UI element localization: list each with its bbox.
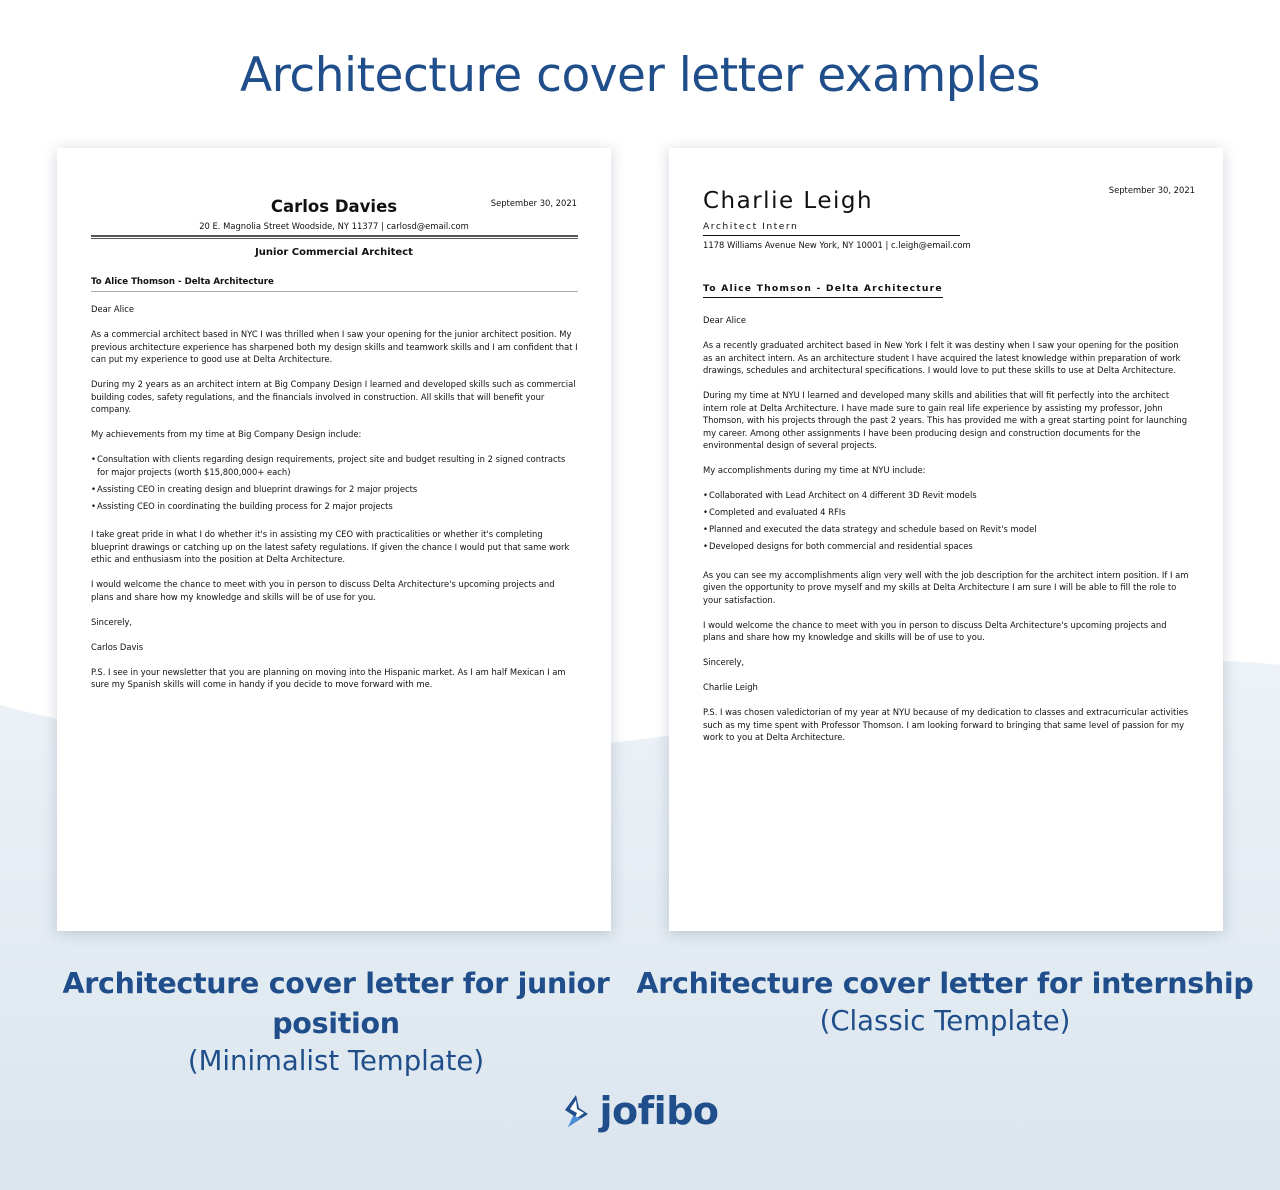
letter-contact-line: 1178 Williams Avenue New York, NY 10001 | c.leigh@email.com (703, 240, 971, 250)
letter-paragraph: My accomplishments during my time at NYU include: (703, 465, 926, 475)
letter-paragraph: During my 2 years as an architect intern at Big Company Design I learned and developed skills such as commercial building codes, safety regulations, and the financials involved in construction. All skills that will benefit your company. (91, 379, 576, 414)
letter-bullet: •Collaborated with Lead Architect on 4 different 3D Revit models (703, 490, 977, 500)
letter-paragraph: I would welcome the chance to meet with you in person to discuss Delta Architecture's upcoming projects and plans and share how my knowledge and skills will be of use for you. (91, 579, 555, 602)
brand-wordmark: jofibo (599, 1089, 719, 1133)
recipient-rule (91, 291, 578, 292)
letter-paragraph: As a commercial architect based in NYC I was thrilled when I saw your opening for the junior architect position. My previous architecture experience has sharpened both my design skills and teamwork skills and I am confident that I can put my experience to good use at Delta Architecture. (91, 329, 578, 364)
letter-body (703, 314, 1190, 744)
letter-sender-role: Architect Intern (703, 221, 799, 232)
letter-paragraph: As a recently graduated architect based in New York I felt it was destiny when I saw your opening for the position as an architect intern. As an architecture student I have acquired the latest knowledge within preparation of work drawings, schedules and architectural specifications. I would love to put these skills to use at Delta Architecture. (703, 340, 1181, 375)
letter-ps: P.S. I was chosen valedictorian of my year at NYU because of my dedication to classes and extracurricular activities such as my time spent with Professor Thomson. I am looking forward to bringing that same level of passion for my work to you at Delta Architecture. (703, 707, 1189, 742)
letter-date: September 30, 2021 (490, 198, 577, 208)
letter-bullet: •Completed and evaluated 4 RFIs (703, 507, 846, 517)
letter-signature: Carlos Davis (91, 641, 144, 652)
letter-minimalist (57, 148, 611, 931)
letter-date: September 30, 2021 (1108, 185, 1195, 195)
letter-greeting: Dear Alice (91, 304, 134, 314)
letter-bullet: •Planned and executed the data strategy and schedule based on Revit's model (703, 524, 1037, 534)
caption-junior (16, 964, 656, 1078)
header-rule-thin (91, 238, 578, 239)
letter-body (91, 303, 578, 691)
letter-contact-line: 20 E. Magnolia Street Woodside, NY 11377 | carlosd@email.com (199, 221, 469, 231)
letter-recipient: To Alice Thomson - Delta Architecture (703, 283, 943, 298)
letter-paragraph: During my time at NYU I learned and developed many skills and abilities that will fit perfectly into the architect intern role at Delta Architecture. I have made sure to gain real life experience by assisting my professor, John Thomson, with his projects through the past 2 years. This has provided me with a great starting point for launching my career. Among other assignments I have been producing design and construction documents for the environmental design of several projects. (703, 390, 1188, 450)
caption-template: (Classic Template) (819, 1005, 1071, 1037)
letter-greeting: Dear Alice (703, 315, 746, 325)
letter-paragraph: As you can see my accomplishments align very well with the job description for the architect intern position. If I am given the opportunity to prove myself and my skills at Delta Architecture I am sure I will be able to fill the role to your satisfaction. (703, 569, 1189, 605)
header-rule-thick (91, 235, 578, 237)
caption-title: Architecture cover letter for junior position (62, 967, 610, 1040)
letter-signature: Charlie Leigh (703, 682, 758, 692)
letter-signoff: Sincerely, (703, 657, 745, 667)
letter-sender-name: Charlie Leigh (703, 188, 874, 214)
page-title: Architecture cover letter examples (239, 48, 1041, 103)
name-rule (703, 235, 960, 236)
letter-recipient: To Alice Thomson - Delta Architecture (91, 277, 274, 287)
letter-bullet: •Developed designs for both commercial and residential spaces (703, 541, 973, 551)
jofibo-logo-icon (562, 1092, 594, 1130)
letter-bullet: •Assisting CEO in creating design and blueprint drawings for 2 major projects (91, 483, 418, 494)
caption-template: (Minimalist Template) (187, 1045, 485, 1077)
caption-title: Architecture cover letter for internship (636, 967, 1254, 1000)
brand-logo (0, 1089, 1280, 1135)
letter-paragraph: I take great pride in what I do whether it's in assisting my CEO with practicalities or whether it's completing blueprint drawings or catching up on the latest safety regulations. If given the chance I would put that same work ethic and enthusiasm into the position at Delta Architecture. (91, 529, 570, 564)
letter-paragraph: My achievements from my time at Big Company Design include: (91, 429, 362, 439)
letter-job-title: Junior Commercial Architect (255, 247, 413, 258)
letter-ps: P.S. I see in your newsletter that you are planning on moving into the Hispanic market. As I am half Mexican I am sure my Spanish skills will come in handy if you decide to move forward with me. (91, 666, 566, 689)
letter-bullet: •Assisting CEO in coordinating the building process for 2 major projects (91, 500, 393, 511)
letter-signoff: Sincerely, (91, 616, 133, 627)
letter-classic (669, 148, 1223, 931)
letter-paragraph: I would welcome the chance to meet with you in person to discuss Delta Architecture's upcoming projects and plans and share how my knowledge and skills will be of use to you. (703, 619, 1167, 642)
letter-bullet: •Consultation with clients regarding design requirements, project site and budget resulting in 2 signed contracts for major projects (worth $15,800,000+ each) (91, 454, 566, 477)
caption-internship (625, 964, 1265, 1038)
letter-sender-name: Carlos Davies (270, 197, 398, 216)
